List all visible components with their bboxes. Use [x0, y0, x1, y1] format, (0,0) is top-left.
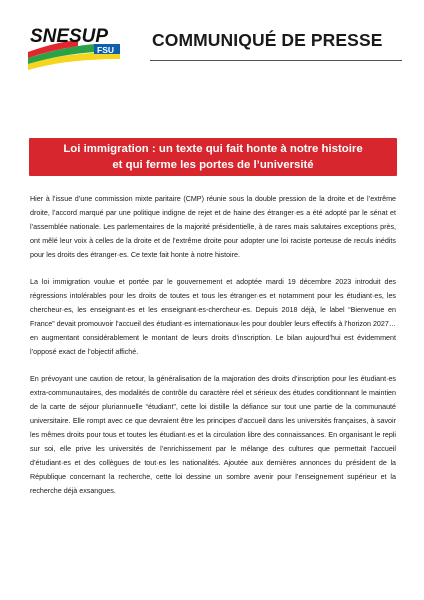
paragraph: La loi immigration voulue et portée par le gouvernement et adoptée mardi 19 décembre 2023 introduit des régressions intolérables pour les droits de toutes et tous les étranger·es et notamment pour les étudiant·es, les chercheur·es, les enseignant·es et les enseignant·es-chercheur·es. Depuis 2018 déjà, le label “Bienvenue en France” devait promouvoir l’accueil des étudiant·es internationaux·les pour doubler leurs effectifs à l’horizon 2027… en augmentant considérablement le montant de leurs droits d’inscription. Le bilan aujourd’hui est évidemment l’opposé exact de l’objectif affiché. — [30, 278, 396, 356]
document-header — [0, 0, 424, 90]
snesup-fsu-logo — [26, 22, 122, 74]
headline-line-2: et qui ferme les portes de l’université — [112, 159, 314, 171]
headline-banner — [29, 138, 397, 176]
document-title: COMMUNIQUÉ DE PRESSE — [152, 30, 383, 50]
svg-text:FSU: FSU — [97, 45, 114, 55]
paragraph: Hier à l’issue d’une commission mixte paritaire (CMP) réunie sous la double pression de la droite et de l’extrême droite, l’accord marqué par une politique indigne de rejet et de haine des étranger·es a été adopté par le sénat et l’assemblée nationale. Les parlementaires de la majorité présidentielle, à de rares mais salutaires exceptions près, ont mêlé leur voix à celles de la droite et de l’extrême droite pour adopter une loi raciste porteuse de reculs inédits pour les droits des étranger·es. Ce texte fait honte à notre histoire. — [30, 195, 396, 259]
svg-text:SNESUP: SNESUP — [30, 26, 109, 47]
headline-line-1: Loi immigration : un texte qui fait honte à notre histoire — [63, 143, 363, 155]
paragraph: En prévoyant une caution de retour, la généralisation de la majoration des droits d’inscription pour les étudiant·es extra-communautaires, des modalités de contrôle du caractère réel et sérieux des études conditionnant le maintien de la carte de séjour pluriannuelle “étudiant”, cette loi distille la défiance sur tout une partie de la communauté universitaire. Elle rompt avec ce que devraient être les principes d’accueil dans les universités françaises, à savoir les mêmes droits pour tous et toutes les étudiant·es et la circulation libre des connaissances. En organisant le repli sur soi, elle prive les universités de l’enrichissement par le mélange des cultures que permettait l’accueil d’étudiant·es et des collègues de tout·es les nationalités. Ajoutée aux dernières annonces du président de la République concernant la recherche, cette loi dessine un sombre avenir pour l’enseignement supérieur et la recherche déjà exsangues. — [30, 375, 396, 495]
title-underline — [150, 60, 402, 61]
logo-graphic — [26, 22, 122, 74]
press-release-body — [30, 192, 396, 511]
